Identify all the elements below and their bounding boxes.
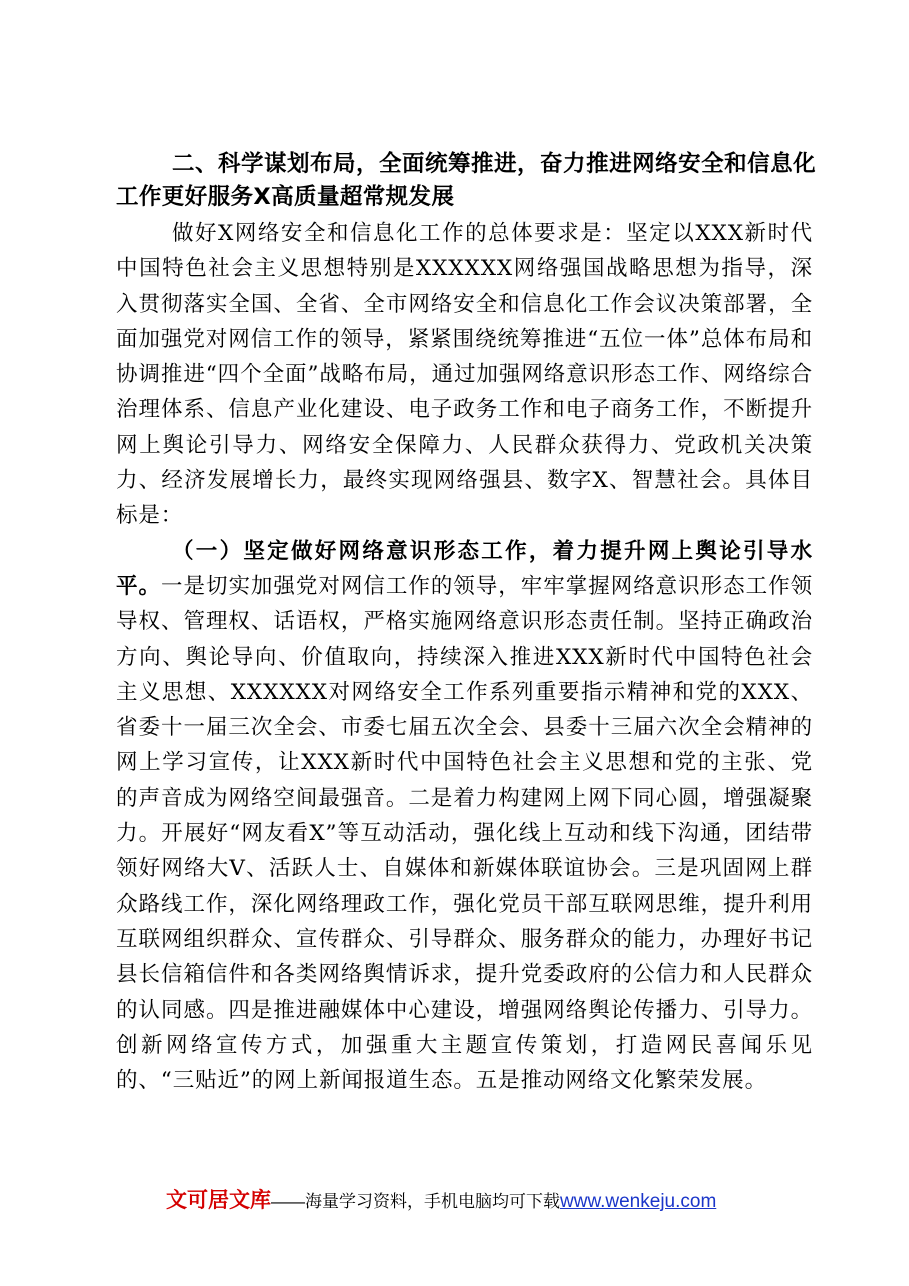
footer-brand: 文可居文库 xyxy=(166,1189,271,1212)
paragraph-overall-requirements: 做好X网络安全和信息化工作的总体要求是：坚定以XXX新时代中国特色社会主义思想特别是XXXXXX网络强国战略思想为指导，深入贯彻落实全国、全省、全市网络安全和信息化工作会议决策部署，全面加强党对网信工作的领导，紧紧围绕统筹推进“五位一体”总体布局和协调推进“四个全面”战略布局，通过加强网络意识形态工作、网络综合治理体系、信息产业化建设、电子政务工作和电子商务工作，不断提升网上舆论引导力、网络安全保障力、人民群众获得力、党政机关决策力、经济发展增长力，最终实现网络强县、数字X、智慧社会。具体目标是： xyxy=(116,221,813,529)
footer-website-link[interactable]: www.wenkeju.com xyxy=(560,1191,717,1212)
paragraph-ideology-work xyxy=(116,534,813,1099)
footer-tagline: ——海量学习资料，手机电脑均可下载 xyxy=(271,1192,560,1211)
subsection-heading: （一）坚定做好网络意识形态工作，着力提升网上舆论引导水平。 xyxy=(116,538,813,599)
document-body xyxy=(116,216,813,1098)
subsection-body: 一是切实加强党对网信工作的领导，牢牢掌握网络意识形态工作领导权、管理权、话语权，严格实施网络意识形态责任制。坚持正确政治方向、舆论导向、价值取向，持续深入推进XXX新时代中国特色社会主义思想、XXXXXX对网络安全工作系列重要指示精神和党的XXX、省委十一届三次全会、市委七届五次全会、县委十三届六次全会精神的网上学习宣传，让XXX新时代中国特色社会主义思想和党的主张、党的声音成为网络空间最强音。二是着力构建网上网下同心圆，增强凝聚力。开展好“网友看X”等互动活动，强化线上互动和线下沟通，团结带领好网络大V、活跃人士、自媒体和新媒体联谊协会。三是巩固网上群众路线工作，深化网络理政工作，强化党员干部互联网思维，提升利用互联网组织群众、宣传群众、引导群众、服务群众的能力，办理好书记县长信箱信件和各类网络舆情诉求，提升党委政府的公信力和人民群众的认同感。四是推进融媒体中心建设，增强网络舆论传播力、引导力。创新网络宣传方式，加强重大主题宣传策划，打造网民喜闻乐见的、“三贴近”的网上新闻报道生态。五是推动网络文化繁荣发展。 xyxy=(116,573,813,1094)
section-heading: 二、科学谋划布局，全面统筹推进，奋力推进网络安全和信息化工作更好服务X高质量超常规发展 xyxy=(116,151,816,210)
footer-banner xyxy=(166,1184,786,1212)
